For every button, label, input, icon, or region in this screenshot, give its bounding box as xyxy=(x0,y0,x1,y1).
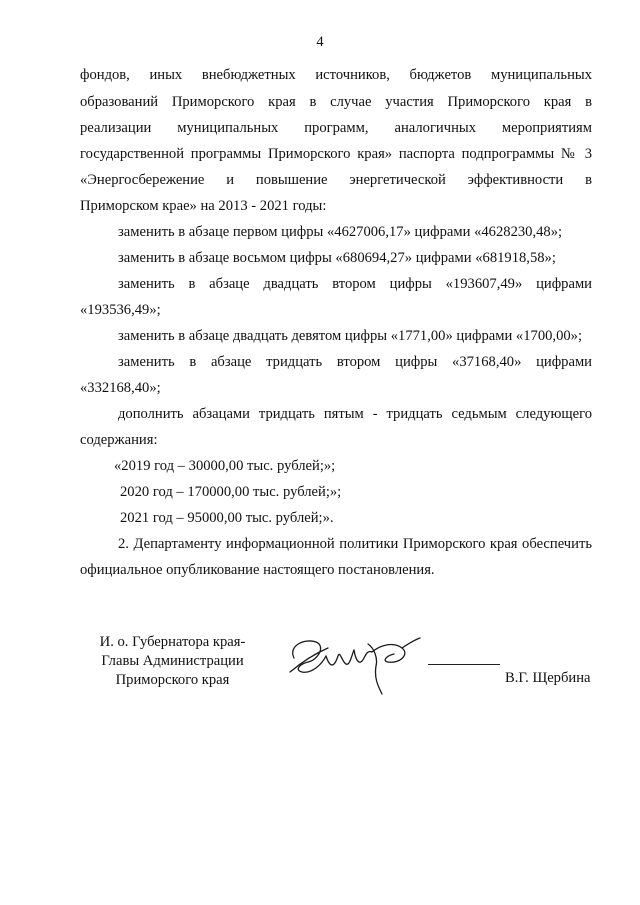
signatory-position-line: И. о. Губернатора края- xyxy=(99,634,246,650)
body-line: государственной программы Приморского края» паспорта подпрограммы № 3 xyxy=(80,146,592,162)
page-number: 4 xyxy=(316,34,324,50)
quoted-line: 2021 год – 95000,00 тыс. рублей;». xyxy=(120,510,334,526)
signatory-position-line: Приморского края xyxy=(115,672,230,688)
quoted-line: 2020 год – 170000,00 тыс. рублей;»; xyxy=(120,484,342,500)
amendment-item-continuation: «193536,49»; xyxy=(80,302,161,318)
signature-line xyxy=(428,664,500,665)
body-line: официальное опубликование настоящего постановления. xyxy=(80,562,435,578)
signatory-position xyxy=(80,633,265,690)
amendment-item: заменить в абзаце первом цифры «4627006,17» цифрами «4628230,48»; xyxy=(118,224,563,240)
body-line: фондов, иных внебюджетных источников, бюджетов муниципальных xyxy=(80,67,592,83)
body-line: «Энергосбережение и повышение энергетической эффективности в xyxy=(80,172,592,188)
body-line: Приморском крае» на 2013 - 2021 годы: xyxy=(80,198,327,214)
body-line: 2. Департаменту информационной политики Приморского края обеспечить xyxy=(118,536,592,552)
handwritten-signature xyxy=(282,628,432,698)
amendment-item: заменить в абзаце тридцать втором цифры «37168,40» цифрами xyxy=(118,354,592,370)
amendment-item: заменить в абзаце восьмом цифры «680694,27» цифрами «681918,58»; xyxy=(118,250,556,266)
signer-name: В.Г. Щербина xyxy=(505,670,591,686)
amendment-item-continuation: содержания: xyxy=(80,432,158,448)
amendment-item: дополнить абзацами тридцать пятым - тридцать седьмым следующего xyxy=(118,406,592,422)
body-line: образований Приморского края в случае участия Приморского края в xyxy=(80,94,592,110)
amendment-item: заменить в абзаце двадцать втором цифры «193607,49» цифрами xyxy=(118,276,592,292)
amendment-item-continuation: «332168,40»; xyxy=(80,380,161,396)
quoted-line: «2019 год – 30000,00 тыс. рублей;»; xyxy=(114,458,336,474)
amendment-item: заменить в абзаце двадцать девятом цифры «1771,00» цифрами «1700,00»; xyxy=(118,328,583,344)
body-line: реализации муниципальных программ, аналогичных мероприятиям xyxy=(80,120,592,136)
signatory-position-line: Главы Администрации xyxy=(101,653,244,669)
